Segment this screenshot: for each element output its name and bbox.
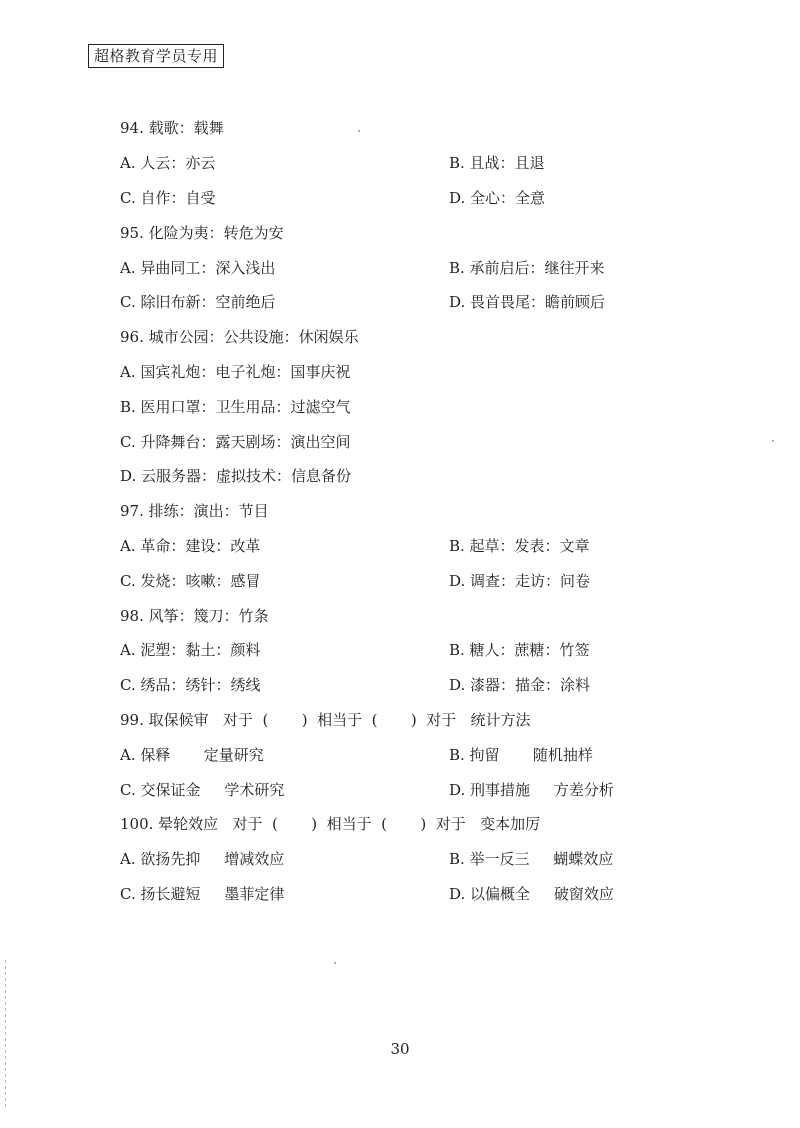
question-100-option-d: D. 以偏概全 破窗效应 — [449, 885, 614, 903]
question-96-option-d: D. 云服务器：虚拟技术：信息备份 — [120, 467, 352, 485]
question-95-option-a: A. 异曲同工：深入浅出 — [120, 259, 276, 277]
question-94-option-a: A. 人云：亦云 — [120, 154, 216, 172]
question-96-stem: 96. 城市公园：公共设施：休闲娱乐 — [120, 328, 359, 346]
header-label: 超格教育学员专用 — [88, 44, 224, 68]
question-96-option-c: C. 升降舞台：露天剧场：演出空间 — [120, 433, 351, 451]
question-99-stem: 99. 取保候审 对于 ( ) 相当于 ( ) 对于 统计方法 — [120, 711, 531, 729]
question-98-stem: 98. 风筝：篾刀：竹条 — [120, 607, 269, 625]
question-98-option-d: D. 漆器：描金：涂料 — [449, 676, 591, 694]
scan-speck — [772, 440, 774, 442]
question-98-option-a: A. 泥塑：黏土：颜料 — [120, 641, 261, 659]
question-100-option-b: B. 举一反三 蝴蝶效应 — [449, 850, 614, 868]
question-94-option-c: C. 自作：自受 — [120, 189, 216, 207]
question-97-stem: 97. 排练：演出：节目 — [120, 502, 269, 520]
page-number: 30 — [390, 1040, 410, 1058]
question-96-option-a: A. 国宾礼炮：电子礼炮：国事庆祝 — [120, 363, 351, 381]
question-95-stem: 95. 化险为夷：转危为安 — [120, 224, 284, 242]
question-97-option-d: D. 调查：走访：问卷 — [449, 572, 591, 590]
scan-edge-mark — [5, 960, 6, 1110]
question-95-option-d: D. 畏首畏尾：瞻前顾后 — [449, 293, 606, 311]
question-95-option-b: B. 承前启后：继往开来 — [449, 259, 605, 277]
question-97-option-b: B. 起草：发表：文章 — [449, 537, 590, 555]
scan-speck — [334, 962, 336, 964]
question-99-option-b: B. 拘留 随机抽样 — [449, 746, 593, 764]
question-100-stem: 100. 晕轮效应 对于 ( ) 相当于 ( ) 对于 变本加厉 — [120, 815, 541, 833]
scan-speck — [358, 130, 360, 132]
question-96-option-b: B. 医用口罩：卫生用品：过滤空气 — [120, 398, 351, 416]
question-94-option-d: D. 全心：全意 — [449, 189, 546, 207]
question-94-option-b: B. 且战：且退 — [449, 154, 545, 172]
question-100-option-a: A. 欲扬先抑 增减效应 — [120, 850, 285, 868]
question-97-option-a: A. 革命：建设：改革 — [120, 537, 261, 555]
question-98-option-b: B. 糖人：蔗糖：竹签 — [449, 641, 590, 659]
question-97-option-c: C. 发烧：咳嗽：感冒 — [120, 572, 261, 590]
question-98-option-c: C. 绣品：绣针：绣线 — [120, 676, 261, 694]
question-94-stem: 94. 载歌：载舞 — [120, 119, 224, 137]
question-99-option-c: C. 交保证金 学术研究 — [120, 781, 285, 799]
question-99-option-a: A. 保释 定量研究 — [120, 746, 264, 764]
question-100-option-c: C. 扬长避短 墨菲定律 — [120, 885, 285, 903]
question-95-option-c: C. 除旧布新：空前绝后 — [120, 293, 276, 311]
question-99-option-d: D. 刑事措施 方差分析 — [449, 781, 614, 799]
